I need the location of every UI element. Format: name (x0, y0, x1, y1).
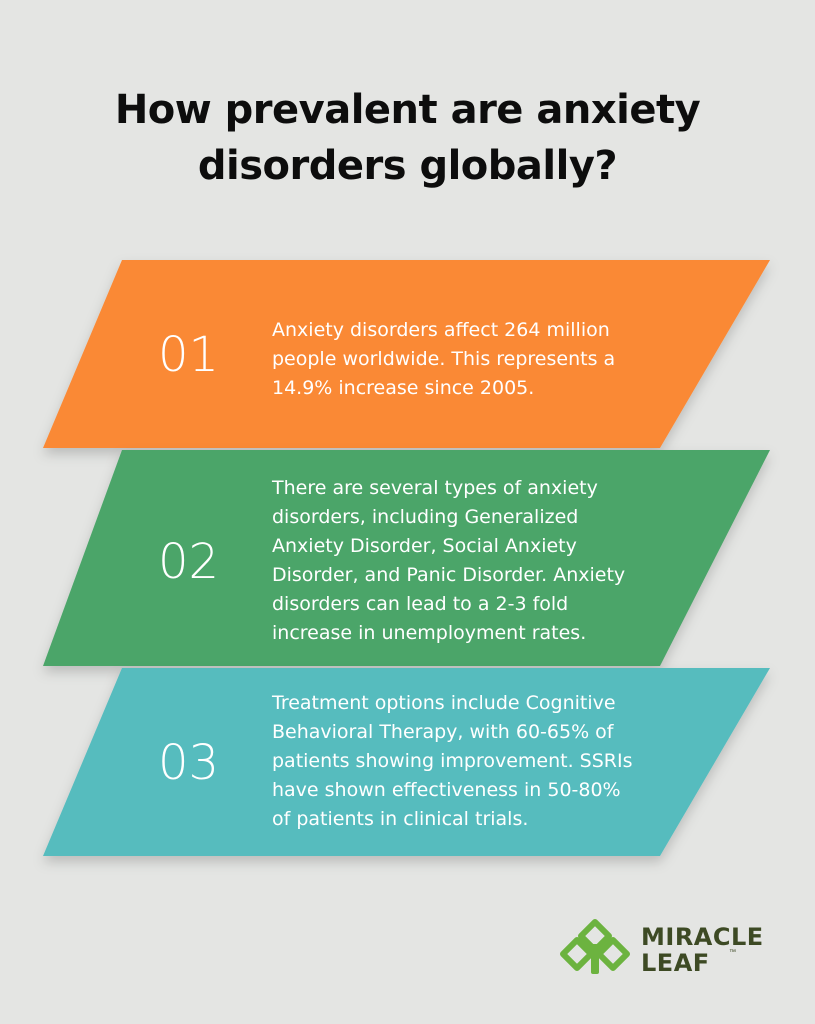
logo-word-leaf: LEAF (641, 949, 710, 977)
card-03-line: Treatment options include Cognitive (272, 692, 616, 714)
trademark-mark: ™ (729, 949, 736, 956)
card-02-line: Disorder, and Panic Disorder. Anxiety (272, 564, 626, 586)
step-card-03 (0, 666, 815, 858)
card-02-line: Anxiety Disorder, Social Anxiety (272, 535, 577, 557)
card-01-text (272, 316, 662, 403)
card-02-line: disorders can lead to a 2-3 fold (272, 593, 569, 615)
card-03-line: have shown effectiveness in 50-80% (272, 779, 621, 801)
card-01-line: people worldwide. This represents a (272, 348, 616, 370)
card-02-number: 02 (158, 534, 220, 590)
card-03-number: 03 (158, 735, 220, 791)
step-card-01 (0, 258, 815, 450)
step-card-02 (0, 448, 815, 668)
leaf-knot-icon (555, 918, 635, 978)
card-03-line: Behavioral Therapy, with 60-65% of (272, 721, 614, 743)
card-01-line: 14.9% increase since 2005. (272, 377, 535, 399)
card-01-line: Anxiety disorders affect 264 million (272, 319, 610, 341)
card-02-line: There are several types of anxiety (272, 477, 598, 499)
card-02-line: disorders, including Generalized (272, 506, 579, 528)
card-03-line: of patients in clinical trials. (272, 808, 529, 830)
page-title (40, 82, 775, 194)
card-02-line: increase in unemployment rates. (272, 622, 587, 644)
title-line-1: How prevalent are anxiety (114, 87, 701, 133)
title-line-2: disorders globally? (197, 143, 618, 189)
card-03-line: patients showing improvement. SSRIs (272, 750, 633, 772)
logo-word-miracle: MIRACLE (641, 923, 764, 951)
miracle-leaf-logo (555, 918, 780, 978)
card-02-text (272, 474, 662, 648)
card-01-number: 01 (158, 327, 220, 383)
card-03-text (272, 689, 662, 834)
